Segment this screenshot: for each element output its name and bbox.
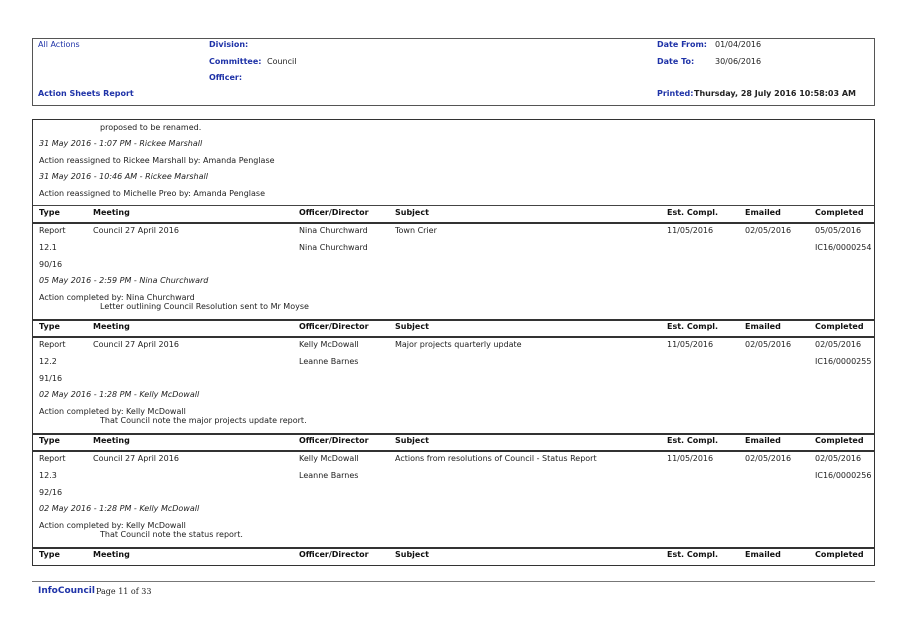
col-meeting: Meeting [93,208,130,217]
record-est-compl: 11/05/2016 [667,226,714,235]
record-type: Report [39,454,66,463]
actions-table [32,119,875,566]
printed-label: Printed: [657,89,694,98]
col-subject: Subject [395,322,429,331]
page-number: Page 11 of 33 [96,587,152,596]
log-action: Action reassigned to Rickee Marshall by: Amanda Penglase [39,156,275,165]
col-emailed: Emailed [745,208,781,217]
record-est-compl: 11/05/2016 [667,340,714,349]
record-subject: Actions from resolutions of Council - Status Report [395,454,597,463]
committee-value: Council [267,57,297,66]
record-director: Leanne Barnes [299,357,359,366]
record-completed: 02/05/2016 [815,340,862,349]
record-item: 12.2 [39,357,57,366]
divider [33,433,874,435]
col-officer: Officer/Director [299,322,369,331]
record-director: Nina Churchward [299,243,368,252]
col-officer: Officer/Director [299,208,369,217]
log-action: Action reassigned to Michelle Preo by: Amanda Penglase [39,189,265,198]
log-action: Action completed by: Nina Churchward [39,293,195,302]
col-completed: Completed [815,550,864,559]
record-subject: Major projects quarterly update [395,340,522,349]
log-note: That Council note the major projects update report. [100,416,307,425]
divider [33,547,874,549]
col-officer: Officer/Director [299,550,369,559]
divider [33,222,874,224]
record-type: Report [39,226,66,235]
col-est-compl: Est. Compl. [667,436,719,445]
record-number: 92/16 [39,488,63,497]
col-type: Type [39,436,60,445]
col-subject: Subject [395,550,429,559]
log-action: Action completed by: Kelly McDowall [39,521,186,530]
record-emailed: 02/05/2016 [745,454,792,463]
log-date: 31 May 2016 - 1:07 PM - Rickee Marshall [39,139,203,148]
log-date: 02 May 2016 - 1:28 PM - Kelly McDowall [39,390,200,399]
date-to-value: 30/06/2016 [715,57,762,66]
divider [33,319,874,321]
date-from-label: Date From: [657,40,708,49]
col-subject: Subject [395,208,429,217]
col-meeting: Meeting [93,436,130,445]
col-est-compl: Est. Compl. [667,550,719,559]
record-completed: 02/05/2016 [815,454,862,463]
col-emailed: Emailed [745,550,781,559]
record-emailed: 02/05/2016 [745,340,792,349]
log-date: 31 May 2016 - 10:46 AM - Rickee Marshall [39,172,208,181]
col-est-compl: Est. Compl. [667,322,719,331]
col-officer: Officer/Director [299,436,369,445]
record-officer: Kelly McDowall [299,340,359,349]
record-emailed: 02/05/2016 [745,226,792,235]
log-action: Action completed by: Kelly McDowall [39,407,186,416]
record-officer: Nina Churchward [299,226,368,235]
record-reference: IC16/0000255 [815,357,872,366]
record-number: 90/16 [39,260,63,269]
committee-label: Committee: [209,57,262,66]
record-reference: IC16/0000256 [815,471,872,480]
log-note: Letter outlining Council Resolution sent to Mr Moyse [100,302,309,311]
col-meeting: Meeting [93,322,130,331]
col-subject: Subject [395,436,429,445]
record-subject: Town Crier [395,226,437,235]
date-to-label: Date To: [657,57,695,66]
footer-brand: InfoCouncil [38,586,95,596]
footer-divider [32,581,875,582]
record-item: 12.3 [39,471,57,480]
divider [33,450,874,452]
record-officer: Kelly McDowall [299,454,359,463]
divider [33,336,874,338]
officer-label: Officer: [209,73,243,82]
record-item: 12.1 [39,243,57,252]
col-type: Type [39,208,60,217]
record-est-compl: 11/05/2016 [667,454,714,463]
continuation-line: proposed to be renamed. [100,123,202,132]
record-meeting: Council 27 April 2016 [93,454,179,463]
record-meeting: Council 27 April 2016 [93,340,179,349]
divider [33,205,874,206]
record-director: Leanne Barnes [299,471,359,480]
log-date: 05 May 2016 - 2:59 PM - Nina Churchward [39,276,209,285]
division-label: Division: [209,40,249,49]
report-title: Action Sheets Report [38,89,134,98]
col-emailed: Emailed [745,436,781,445]
printed-value: Thursday, 28 July 2016 10:58:03 AM [694,89,856,98]
all-actions-label: All Actions [38,40,80,49]
log-date: 02 May 2016 - 1:28 PM - Kelly McDowall [39,504,200,513]
col-type: Type [39,550,60,559]
col-completed: Completed [815,208,864,217]
col-meeting: Meeting [93,550,130,559]
record-number: 91/16 [39,374,63,383]
record-reference: IC16/0000254 [815,243,872,252]
col-completed: Completed [815,436,864,445]
col-est-compl: Est. Compl. [667,208,719,217]
col-completed: Completed [815,322,864,331]
record-completed: 05/05/2016 [815,226,862,235]
col-type: Type [39,322,60,331]
date-from-value: 01/04/2016 [715,40,762,49]
col-emailed: Emailed [745,322,781,331]
record-meeting: Council 27 April 2016 [93,226,179,235]
log-note: That Council note the status report. [100,530,243,539]
record-type: Report [39,340,66,349]
